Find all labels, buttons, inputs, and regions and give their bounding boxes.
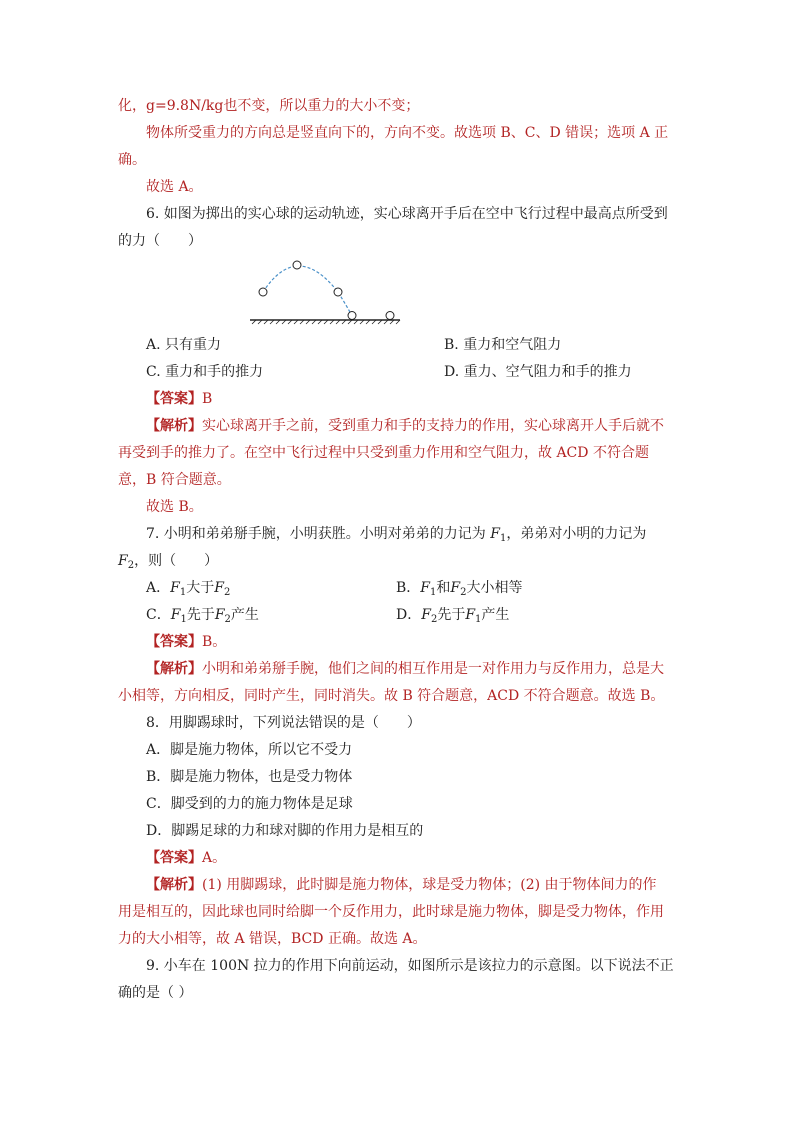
q8-analysis-line2: 用是相互的，因此球也同时给脚一个反作用力，此时球是施力物体，脚是受力物体，作用 xyxy=(118,904,664,920)
q6-option-c: C. 重力和手的推力 xyxy=(146,364,264,380)
q9-stem-line1: 9. 小车在 100N 拉力的作用下向前运动，如图所示是该拉力的示意图。以下说法不正 xyxy=(146,958,674,974)
q7-analysis-line1: 【解析】小明和弟弟掰手腕，他们之间的相互作用是一对作用力与反作用力，总是大 xyxy=(146,661,664,677)
q7-option-d: D．$F_2$先于$F_1$产生 xyxy=(396,607,510,625)
ball-position-4 xyxy=(348,312,356,320)
q6-analysis-line2: 再受到手的推力了。在空中飞行过程中只受到重力作用和空气阻力，故 ACD 不符合题 xyxy=(118,445,649,461)
q7-option-a: A．$F_1$大于$F_2$ xyxy=(146,580,231,598)
q8-analysis-line3: 力的大小相等，故 A 错误，BCD 正确。故选 A。 xyxy=(118,931,427,947)
q8-stem: 8．用脚踢球时，下列说法错误的是（ ） xyxy=(146,715,421,731)
q6-answer: 【答案】B xyxy=(146,391,213,407)
q8-answer: 【答案】A。 xyxy=(146,850,227,866)
q5-line2: 物体所受重力的方向总是竖直向下的，方向不变。故选项 B、C、D 错误；选项 A 正 xyxy=(146,125,669,141)
q7-answer: 【答案】B。 xyxy=(146,634,227,650)
q7-analysis-line2: 小相等，方向相反，同时产生，同时消失。故 B 符合题意，ACD 不符合题意。故选 B。 xyxy=(118,688,665,704)
q6-option-a: A. 只有重力 xyxy=(146,337,222,353)
q6-stem-line2: 的力（ ） xyxy=(118,233,202,249)
q6-analysis-line1: 【解析】实心球离开手之前，受到重力和手的支持力的作用，实心球离开人手后就不 xyxy=(146,418,664,434)
q7-stem-line2: $F_2$，则（ ） xyxy=(118,553,219,571)
q9-stem-line2: 确的是（ ） xyxy=(118,985,193,1001)
q8-analysis-line1: 【解析】(1) 用脚踢球，此时脚是施力物体，球是受力物体；(2) 由于物体间力的作 xyxy=(146,877,657,893)
q7-stem-line1: 7. 小明和弟弟掰手腕，小明获胜。小明对弟弟的力记为 $F_1$，弟弟对小明的力记为 xyxy=(146,526,647,544)
q6-option-d: D. 重力、空气阻力和手的推力 xyxy=(444,364,632,380)
q8-option-c: C．脚受到的力的施力物体是足球 xyxy=(146,796,353,812)
q7-option-b: B．$F_1$和$F_2$大小相等 xyxy=(396,580,523,598)
ball-position-1 xyxy=(259,288,267,296)
q8-option-b: B．脚是施力物体，也是受力物体 xyxy=(146,769,353,785)
ball-position-5 xyxy=(386,312,394,320)
ball-position-top xyxy=(293,261,301,269)
q5-choice: 故选 A。 xyxy=(146,179,203,195)
q6-stem-line1: 6. 如图为掷出的实心球的运动轨迹，实心球离开手后在空中飞行过程中最高点所受到 xyxy=(146,206,668,222)
q5-line1: 化，g=9.8N/kg也不变，所以重力的大小不变； xyxy=(118,98,420,114)
q5-line3: 确。 xyxy=(118,152,146,168)
trajectory-figure xyxy=(240,252,410,328)
q8-option-a: A．脚是施力物体，所以它不受力 xyxy=(146,742,353,758)
q6-option-b: B. 重力和空气阻力 xyxy=(444,337,562,353)
q7-option-c: C．$F_1$先于$F_2$产生 xyxy=(146,607,259,625)
q8-option-d: D．脚踢足球的力和球对脚的作用力是相互的 xyxy=(146,823,424,839)
q6-analysis-line3: 意，B 符合题意。 xyxy=(118,472,231,488)
q6-choice: 故选 B。 xyxy=(146,499,203,515)
ball-position-3 xyxy=(334,288,342,296)
